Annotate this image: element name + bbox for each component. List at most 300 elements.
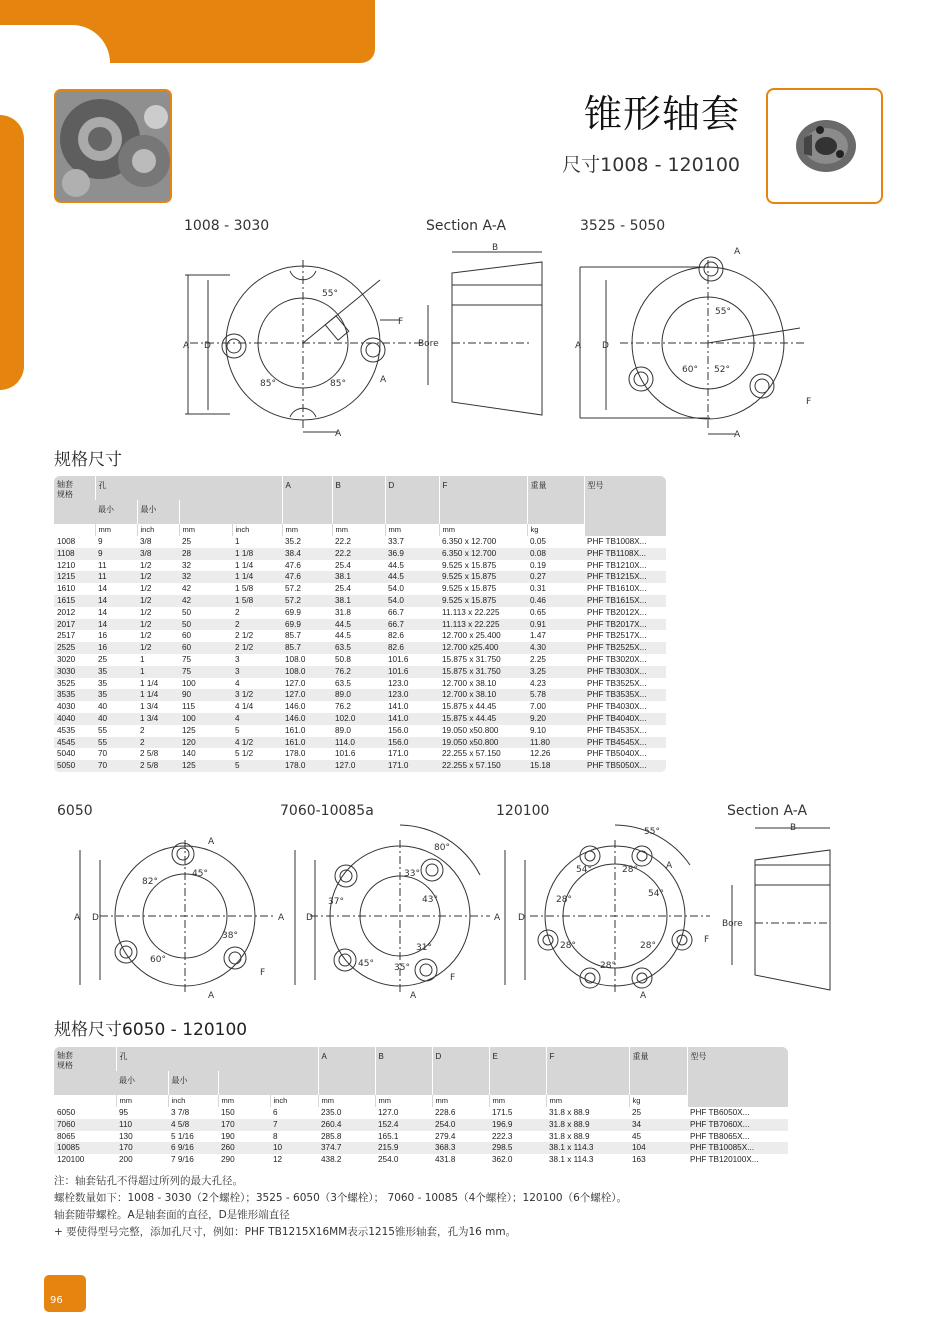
table-cell: 35 — [95, 689, 137, 701]
col-header-weight: 重量 — [629, 1047, 687, 1095]
table-cell: 50 — [179, 607, 232, 619]
unit-cell: inch — [270, 1095, 318, 1107]
unit-cell: mm — [179, 524, 232, 536]
dim-label: D — [306, 913, 313, 923]
table-cell: 40 — [95, 701, 137, 713]
dim-label: A — [734, 430, 741, 440]
col-header-min: 最小 — [95, 500, 137, 524]
bolt-hole — [538, 930, 558, 950]
diagram-label-section-2: Section A-A — [727, 803, 808, 819]
unit-cell: mm — [546, 1095, 629, 1107]
table-cell: 11.80 — [527, 737, 584, 749]
table-cell: 4.30 — [527, 642, 584, 654]
dim-label: A — [575, 341, 582, 351]
table-cell: 200 — [116, 1154, 168, 1166]
angle-label: 60° — [682, 365, 698, 375]
table-cell: 141.0 — [385, 701, 439, 713]
table-cell: 15.875 x 31.750 — [439, 666, 527, 678]
table-cell: 15.875 x 31.750 — [439, 654, 527, 666]
table-cell: 82.6 — [385, 642, 439, 654]
table-cell: 9.20 — [527, 713, 584, 725]
table-cell: 9.525 x 15.875 — [439, 560, 527, 572]
table-cell: PHF TB4545X... — [584, 737, 666, 749]
table-cell: 4 — [232, 678, 282, 690]
dim-label: A — [208, 991, 215, 1001]
table-cell: 2 5/8 — [137, 748, 179, 760]
table-cell: 101.6 — [385, 654, 439, 666]
table-cell: 70 — [95, 748, 137, 760]
table-cell: 76.2 — [332, 701, 385, 713]
angle-label: 52° — [714, 365, 730, 375]
table-cell: PHF TB7060X... — [687, 1119, 788, 1131]
col-header-bore: 孔 — [116, 1047, 318, 1071]
table-cell: 25 — [629, 1107, 687, 1119]
table-cell: 1/2 — [137, 619, 179, 631]
angle-label: 31° — [416, 943, 432, 953]
unit-cell: inch — [137, 524, 179, 536]
table-cell: 4 5/8 — [168, 1119, 218, 1131]
notes — [54, 1173, 627, 1241]
table-cell: 2.25 — [527, 654, 584, 666]
dim-label: A — [74, 913, 81, 923]
table-cell: 114.0 — [332, 737, 385, 749]
table-cell: 222.3 — [489, 1131, 546, 1143]
table-cell: 260.4 — [318, 1119, 375, 1131]
bolt-hole-top — [699, 257, 723, 281]
table-cell: 35.2 — [282, 536, 332, 548]
col-header-D: D — [432, 1047, 489, 1095]
col-header-A: A — [318, 1047, 375, 1095]
table-cell: 120 — [179, 737, 232, 749]
table-cell: 4 — [232, 713, 282, 725]
mid-diagrams — [60, 820, 850, 1005]
dim-label: B — [790, 823, 797, 833]
table-cell: 69.9 — [282, 607, 332, 619]
table-cell: PHF TB1008X... — [584, 536, 666, 548]
table-cell: 12.700 x 38.10 — [439, 689, 527, 701]
table-cell: 438.2 — [318, 1154, 375, 1166]
table-row — [54, 1131, 788, 1143]
table-cell: PHF TB2525X... — [584, 642, 666, 654]
table-cell: 38.1 — [332, 595, 385, 607]
table-cell: 2012 — [54, 607, 95, 619]
table-cell: PHF TB2517X... — [584, 630, 666, 642]
table-cell: 42 — [179, 595, 232, 607]
table-cell: 1008 — [54, 536, 95, 548]
page-number-badge — [44, 1275, 86, 1312]
unit-cell: mm — [218, 1095, 270, 1107]
table-cell: 196.9 — [489, 1119, 546, 1131]
table-cell: PHF TB3525X... — [584, 678, 666, 690]
table-cell: 7060 — [54, 1119, 116, 1131]
col-header-B: B — [332, 476, 385, 524]
spec-table-2 — [54, 1047, 788, 1166]
unit-cell: mm — [385, 524, 439, 536]
table-cell: 6 — [270, 1107, 318, 1119]
table-cell: 89.0 — [332, 689, 385, 701]
table-cell: 76.2 — [332, 666, 385, 678]
diagram-label-3525: 3525 - 5050 — [580, 218, 666, 234]
table-cell: 228.6 — [432, 1107, 489, 1119]
angle-label: 28° — [600, 961, 616, 971]
table-cell: 3.25 — [527, 666, 584, 678]
table-cell: 35 — [95, 678, 137, 690]
table-cell: 1/2 — [137, 642, 179, 654]
table-cell: 1 3/4 — [137, 713, 179, 725]
table-cell: 45 — [629, 1131, 687, 1143]
col-header-model: 型号 — [584, 476, 666, 536]
table-cell: 146.0 — [282, 701, 332, 713]
table-cell: 44.5 — [385, 560, 439, 572]
table-cell: 75 — [179, 654, 232, 666]
table-cell: 4535 — [54, 725, 95, 737]
table-cell: 31.8 x 88.9 — [546, 1131, 629, 1143]
table-row — [54, 607, 666, 619]
table-cell: 7.00 — [527, 701, 584, 713]
angle-label: 54° — [576, 865, 592, 875]
table-cell: 254.0 — [375, 1154, 432, 1166]
table-cell: 1215 — [54, 571, 95, 583]
table-row — [54, 536, 666, 548]
bolt-hole — [115, 941, 137, 963]
table2-body — [54, 1107, 788, 1166]
table-cell: 10 — [270, 1142, 318, 1154]
table-cell: PHF TB4040X... — [584, 713, 666, 725]
table-cell: 178.0 — [282, 748, 332, 760]
table-cell: 1 1/4 — [137, 689, 179, 701]
table-cell: 100 — [179, 678, 232, 690]
table-cell: 6050 — [54, 1107, 116, 1119]
table-row — [54, 748, 666, 760]
dim-label: A — [734, 247, 741, 257]
table-cell: 12.700 x25.400 — [439, 642, 527, 654]
table-cell: 254.0 — [432, 1119, 489, 1131]
table-cell: 40 — [95, 713, 137, 725]
spec-table-1 — [54, 476, 666, 772]
table-cell: 19.050 x50.800 — [439, 725, 527, 737]
table-cell: 69.9 — [282, 619, 332, 631]
table-cell: 25 — [179, 536, 232, 548]
table-cell: 14 — [95, 619, 137, 631]
table-cell: 1/2 — [137, 607, 179, 619]
table-cell: 1/2 — [137, 583, 179, 595]
angle-label: 43° — [422, 895, 438, 905]
table-cell: 298.5 — [489, 1142, 546, 1154]
table-cell: 2017 — [54, 619, 95, 631]
table-cell: 4040 — [54, 713, 95, 725]
table-cell: 35 — [95, 666, 137, 678]
table-cell: 123.0 — [385, 689, 439, 701]
table-cell: 178.0 — [282, 760, 332, 772]
table-cell: 32 — [179, 571, 232, 583]
note-line: 螺栓数量如下：1008 - 3030（2个螺栓）；3525 - 6050（3个螺栓）； 7060 - 10085（4个螺栓）；120100（6个螺栓）。 — [54, 1192, 628, 1204]
table-cell: 82.6 — [385, 630, 439, 642]
table-cell: 85.7 — [282, 630, 332, 642]
dim-label: A — [208, 837, 215, 847]
table-cell: 57.2 — [282, 595, 332, 607]
unit-cell: kg — [527, 524, 584, 536]
table-cell: 66.7 — [385, 607, 439, 619]
table-cell: 127.0 — [282, 689, 332, 701]
table-cell: 2 5/8 — [137, 760, 179, 772]
dim-label: F — [704, 935, 710, 945]
table-cell: 100 — [179, 713, 232, 725]
table-cell: 42 — [179, 583, 232, 595]
bolt-hole — [632, 846, 652, 866]
unit-cell: mm — [332, 524, 385, 536]
unit-cell: mm — [432, 1095, 489, 1107]
table-cell: 22.255 x 57.150 — [439, 760, 527, 772]
dim-label: A — [494, 913, 501, 923]
table-cell: 2525 — [54, 642, 95, 654]
table-cell: PHF TB5040X... — [584, 748, 666, 760]
angle-label: 85° — [330, 379, 346, 389]
top-diagrams — [170, 240, 830, 445]
table-row — [54, 1154, 788, 1166]
dim-label: F — [398, 317, 404, 327]
table-cell: 101.6 — [385, 666, 439, 678]
table-cell: 44.5 — [332, 630, 385, 642]
angle-label: 33° — [404, 869, 420, 879]
table-cell: 4 1/4 — [232, 701, 282, 713]
table-cell: 2 — [232, 607, 282, 619]
diagram-label-7060: 7060-10085a — [280, 803, 374, 819]
dim-label: A — [640, 991, 647, 1001]
product-photo — [54, 89, 172, 203]
table-cell: 38.1 — [332, 571, 385, 583]
table-cell: 0.46 — [527, 595, 584, 607]
table-cell: 171.0 — [385, 748, 439, 760]
table-cell: 4 1/2 — [232, 737, 282, 749]
table-cell: 9.525 x 15.875 — [439, 583, 527, 595]
table-cell: 1 3/4 — [137, 701, 179, 713]
table-cell: 12.700 x 25.400 — [439, 630, 527, 642]
angle-label: 60° — [150, 955, 166, 965]
table-cell: 11.113 x 22.225 — [439, 619, 527, 631]
angle-label: 28° — [622, 865, 638, 875]
table-cell: 75 — [179, 666, 232, 678]
table-row — [54, 678, 666, 690]
dim-label: A — [380, 375, 387, 385]
table-cell: 1615 — [54, 595, 95, 607]
table-cell: 90 — [179, 689, 232, 701]
dim-label: D — [204, 341, 211, 351]
table-cell: 285.8 — [318, 1131, 375, 1143]
bolt-hole-right — [361, 338, 385, 362]
table-cell: 95 — [116, 1107, 168, 1119]
table-cell: 120100 — [54, 1154, 116, 1166]
unit-cell: mm — [95, 524, 137, 536]
table-cell: 108.0 — [282, 666, 332, 678]
table-cell: PHF TB5050X... — [584, 760, 666, 772]
page-number: 96 — [50, 1295, 63, 1306]
table-cell: 5.78 — [527, 689, 584, 701]
table-cell: PHF TB1108X... — [584, 548, 666, 560]
product-thumbnail — [766, 88, 883, 204]
table-cell: 163 — [629, 1154, 687, 1166]
angle-label: 28° — [560, 941, 576, 951]
table-cell: 12.700 x 38.10 — [439, 678, 527, 690]
table-cell: 130 — [116, 1131, 168, 1143]
bolt-hole — [672, 930, 692, 950]
note-line: 轴套随带螺栓。A是轴套面的直径，D是锥形端直径 — [54, 1209, 290, 1221]
table-cell: 171.5 — [489, 1107, 546, 1119]
table-cell: PHF TB8065X... — [687, 1131, 788, 1143]
angle-label: 28° — [640, 941, 656, 951]
angle-label: 38° — [222, 931, 238, 941]
col-header-max: 最小 — [168, 1071, 218, 1095]
table-row — [54, 654, 666, 666]
table-cell: 3 1/2 — [232, 689, 282, 701]
table-cell: PHF TB4535X... — [584, 725, 666, 737]
table-row — [54, 1142, 788, 1154]
table-cell: 123.0 — [385, 678, 439, 690]
diagram-label-6050: 6050 — [57, 803, 93, 819]
table-cell: 141.0 — [385, 713, 439, 725]
dim-label: D — [602, 341, 609, 351]
table-cell: 12.26 — [527, 748, 584, 760]
dim-label: A — [666, 861, 673, 871]
dim-label: B — [492, 243, 499, 253]
table-cell: 55 — [95, 737, 137, 749]
table-cell: 290 — [218, 1154, 270, 1166]
table-cell: 4030 — [54, 701, 95, 713]
angle-label: 55° — [322, 289, 338, 299]
table-cell: 171.0 — [385, 760, 439, 772]
table-cell: 0.31 — [527, 583, 584, 595]
table-cell: 1108 — [54, 548, 95, 560]
table-cell: 374.7 — [318, 1142, 375, 1154]
table-cell: 5 — [232, 760, 282, 772]
table-row — [54, 666, 666, 678]
table-row — [54, 619, 666, 631]
table-cell: 66.7 — [385, 619, 439, 631]
table-cell: 11.113 x 22.225 — [439, 607, 527, 619]
table-cell: 1 1/4 — [232, 560, 282, 572]
table-cell: 7 — [270, 1119, 318, 1131]
table-cell: 115 — [179, 701, 232, 713]
col-header-D: D — [385, 476, 439, 524]
table-cell: 1.47 — [527, 630, 584, 642]
table-row — [54, 583, 666, 595]
table-cell: 190 — [218, 1131, 270, 1143]
table-cell: 50.8 — [332, 654, 385, 666]
table-cell: PHF TB10085X... — [687, 1142, 788, 1154]
table-cell: 19.050 x50.800 — [439, 737, 527, 749]
table-cell: 7 9/16 — [168, 1154, 218, 1166]
table-cell: 31.8 x 88.9 — [546, 1107, 629, 1119]
table-row — [54, 595, 666, 607]
unit-cell: inch — [232, 524, 282, 536]
col-header-E: E — [489, 1047, 546, 1095]
table-cell: PHF TB2017X... — [584, 619, 666, 631]
table-cell: 15.18 — [527, 760, 584, 772]
table-row — [54, 725, 666, 737]
table-cell: 89.0 — [332, 725, 385, 737]
table-cell: 2 — [232, 619, 282, 631]
col-header-A: A — [282, 476, 332, 524]
angle-label: 45° — [192, 869, 208, 879]
table-cell: 161.0 — [282, 737, 332, 749]
bolt-hole — [632, 968, 652, 988]
table-cell: 55 — [95, 725, 137, 737]
table-cell: 127.0 — [375, 1107, 432, 1119]
table-cell: 125 — [179, 760, 232, 772]
table2-title: 规格尺寸6050 - 120100 — [54, 1020, 248, 1040]
table-cell: 5 1/2 — [232, 748, 282, 760]
table-cell: 165.1 — [375, 1131, 432, 1143]
table-cell: 6 9/16 — [168, 1142, 218, 1154]
table-cell: 60 — [179, 630, 232, 642]
page-subtitle: 尺寸1008 - 120100 — [562, 154, 740, 176]
table-cell: 4545 — [54, 737, 95, 749]
table-cell: 3/8 — [137, 548, 179, 560]
table-cell: 150 — [218, 1107, 270, 1119]
table-cell: 12 — [270, 1154, 318, 1166]
table-cell: 57.2 — [282, 583, 332, 595]
table-cell: 1210 — [54, 560, 95, 572]
unit-cell: inch — [168, 1095, 218, 1107]
table-cell: 47.6 — [282, 571, 332, 583]
table-cell: 0.08 — [527, 548, 584, 560]
table-row — [54, 571, 666, 583]
col-header-bore: 孔 — [95, 476, 282, 500]
table-cell: PHF TB3535X... — [584, 689, 666, 701]
table-cell: 14 — [95, 583, 137, 595]
table-cell: 3030 — [54, 666, 95, 678]
table-cell: 4.23 — [527, 678, 584, 690]
bore-label: Bore — [722, 919, 743, 929]
table-row — [54, 713, 666, 725]
table-cell: PHF TB1610X... — [584, 583, 666, 595]
table-cell: 108.0 — [282, 654, 332, 666]
table-cell: 1610 — [54, 583, 95, 595]
table-row — [54, 689, 666, 701]
table-cell: 36.9 — [385, 548, 439, 560]
table-row — [54, 548, 666, 560]
table-cell: 9.10 — [527, 725, 584, 737]
table-cell: 156.0 — [385, 725, 439, 737]
table-cell: PHF TB1215X... — [584, 571, 666, 583]
table-row — [54, 1119, 788, 1131]
table-cell: 9 — [95, 536, 137, 548]
unit-cell: mm — [282, 524, 332, 536]
table-cell: 3 — [232, 654, 282, 666]
angle-label: 85° — [260, 379, 276, 389]
bolt-hole — [580, 846, 600, 866]
table-cell: 101.6 — [332, 748, 385, 760]
col-header-size: 轴套 规格 — [54, 476, 95, 524]
table-cell: 60 — [179, 642, 232, 654]
table-cell: 362.0 — [489, 1154, 546, 1166]
unit-cell: mm — [375, 1095, 432, 1107]
table-cell: 6.350 x 12.700 — [439, 548, 527, 560]
table-cell: 14 — [95, 607, 137, 619]
table-cell: 2 1/2 — [232, 630, 282, 642]
table-cell: 1 5/8 — [232, 595, 282, 607]
table-cell: 368.3 — [432, 1142, 489, 1154]
dim-label: A — [410, 991, 417, 1001]
table-cell: PHF TB2012X... — [584, 607, 666, 619]
table-cell: 31.8 x 88.9 — [546, 1119, 629, 1131]
table-row — [54, 630, 666, 642]
unit-cell: mm — [439, 524, 527, 536]
table-cell: 44.5 — [332, 619, 385, 631]
col-header-F: F — [439, 476, 527, 524]
diagram-label-1008: 1008 - 3030 — [184, 218, 270, 234]
table-cell: 3 — [232, 666, 282, 678]
dim-label: F — [806, 397, 812, 407]
